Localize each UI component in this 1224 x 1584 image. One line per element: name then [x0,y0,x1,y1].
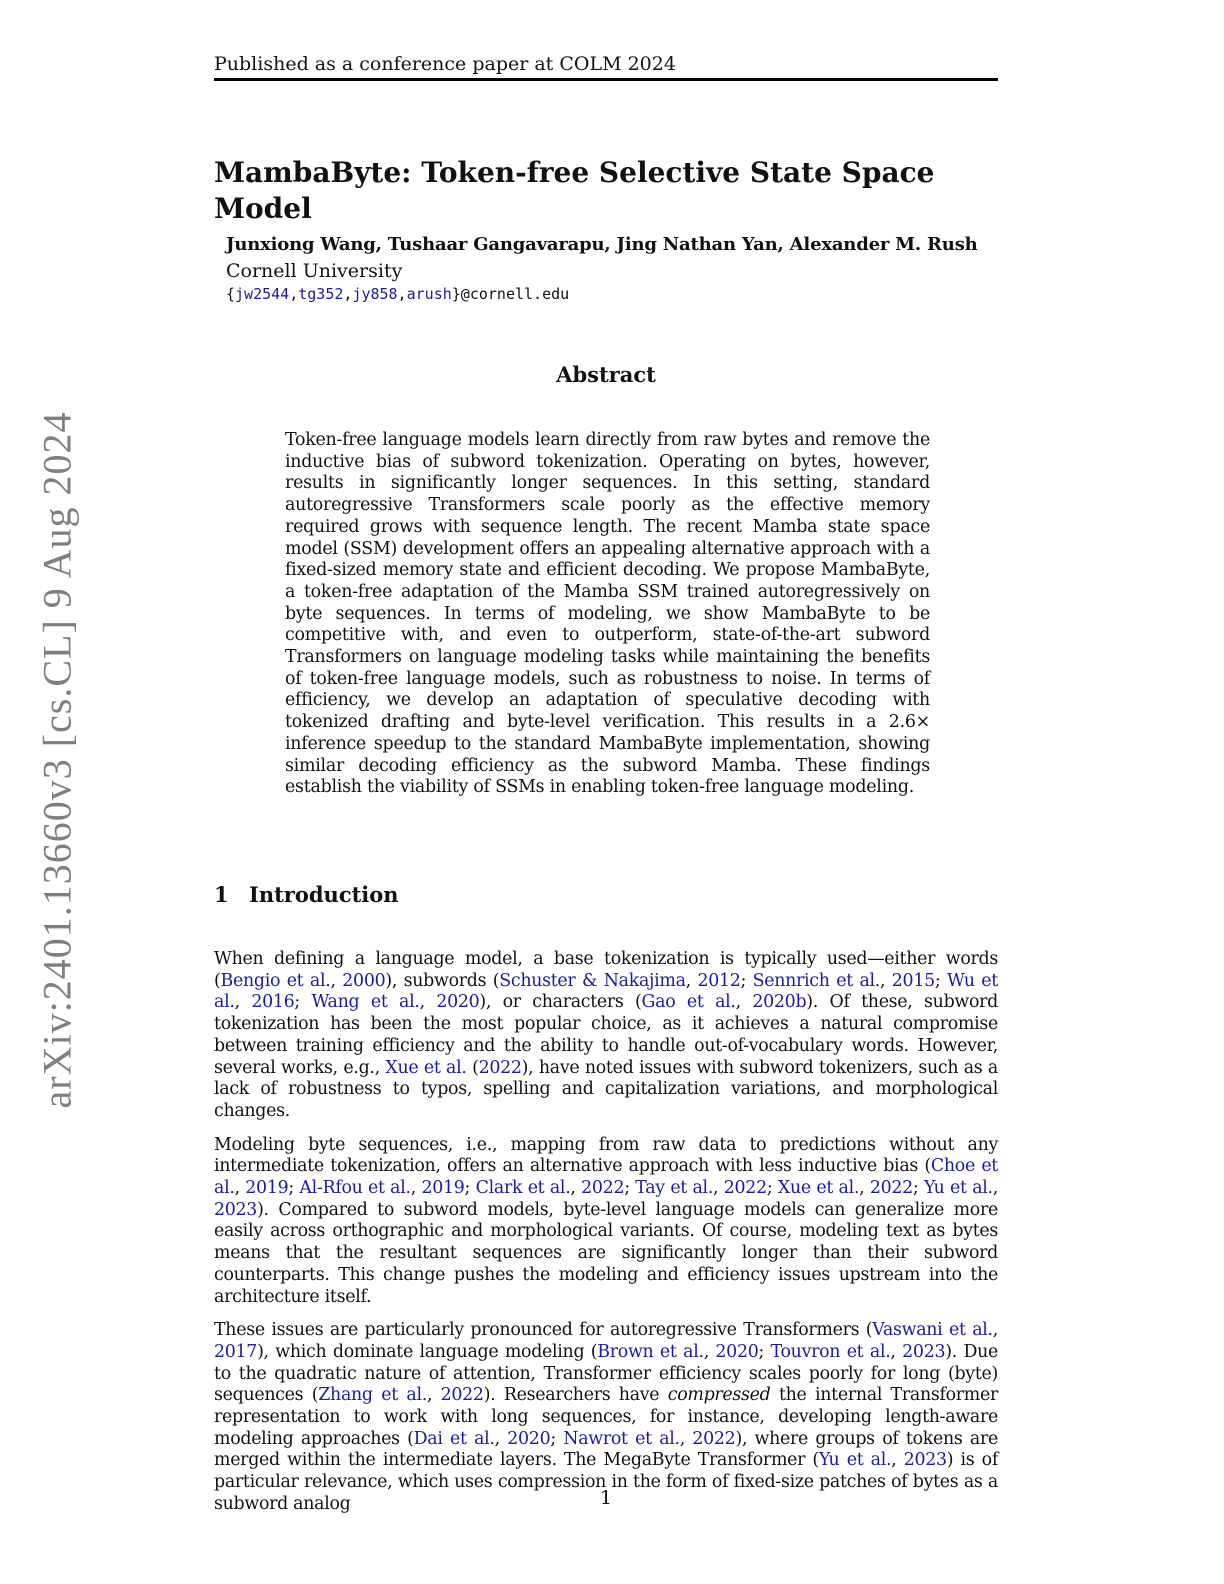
citation-link[interactable]: Vaswani et al. [872,1320,993,1341]
citation-link[interactable]: Al-Rfou et al. [299,1178,411,1199]
email-link-arush[interactable]: arush [406,285,452,303]
citation-link[interactable]: Zhang et al. [318,1385,427,1406]
paragraph-text: Modeling byte sequences, i.e., mapping from raw data to predictions without any intermediate tokenization, offers an alternative approach with less inductive bias ( [214,1134,998,1177]
paragraph-text: ; [934,970,947,991]
citation-link[interactable]: Schuster & Nakajima [499,970,686,991]
intro-paragraph-1 [214,949,998,1123]
email-separator: , [397,285,407,303]
paragraph-text: ). Compared to subword models, byte-level language models can generalize more easily across orthographic and morphological variants. Of course, modeling text as bytes means that the resultant sequences are significantly longer than their subword counterparts. This change pushes the modeling and efficiency issues upstream into the architecture itself. [214,1199,998,1307]
emphasized-text: compressed [667,1385,771,1406]
citation-link[interactable]: 2022 [723,1178,767,1199]
paper-title: MambaByte: Token-free Selective State Space Model [214,156,935,225]
paragraph-text: ; [740,970,753,991]
paragraph-text: ( [466,1057,479,1078]
citation-link[interactable]: 2019 [245,1178,289,1199]
email-separator: , [289,285,299,303]
paragraph-text: , [234,1178,246,1199]
paragraph-text: ; [758,1341,771,1362]
paragraph-text: , [426,1385,441,1406]
section-heading-introduction [214,882,399,908]
author-emails [226,284,569,304]
citation-link[interactable]: 2019 [421,1178,465,1199]
paragraph-text: , [330,970,343,991]
page-number: 1 [599,1487,613,1509]
email-separator: , [343,285,353,303]
citation-link[interactable]: Yu et al. [923,1178,993,1199]
citation-link[interactable]: Yu et al. [818,1450,892,1471]
paragraph-text: ; [550,1428,564,1449]
citation-link[interactable]: Xue et al. [385,1057,467,1078]
citation-link[interactable]: Bengio et al. [220,970,331,991]
citation-link[interactable]: 2022 [692,1428,736,1449]
citation-link[interactable]: 2020 [715,1341,759,1362]
introduction-body [214,949,998,1528]
paragraph-text: ; [294,992,312,1013]
paragraph-text: ), have noted issues with subword tokenizers, such as a lack of robustness to typos, spelling and capitalization variations, and morphological changes. [214,1057,999,1121]
author-list: Junxiong Wang, Tushaar Gangavarapu, Jing Nathan Yan, Alexander M. Rush [226,234,978,255]
paragraph-text: , [735,992,753,1013]
citation-link[interactable]: Dai et al. [413,1428,495,1449]
citation-link[interactable]: 2022 [581,1178,625,1199]
citation-link[interactable]: 2023 [903,1450,947,1471]
paragraph-text: ), where groups of tokens are merged within the intermediate layers. The MegaByte Transformer ( [214,1428,998,1471]
paragraph-text: , [703,1341,716,1362]
citation-link[interactable]: Brown et al. [597,1341,704,1362]
paragraph-text: , [713,1178,724,1199]
paragraph-text: , [410,1178,422,1199]
section-number: 1 [214,882,229,907]
affiliation: Cornell University [226,260,403,282]
citation-link[interactable]: 2022 [440,1385,484,1406]
email-link-tg352[interactable]: tg352 [298,285,344,303]
paragraph-text: ), which dominate language modeling ( [257,1341,598,1362]
paragraph-text: , [570,1178,582,1199]
paragraph-text: , [494,1428,508,1449]
citation-link[interactable]: Clark et al. [475,1178,571,1199]
citation-link[interactable]: 2022 [869,1178,913,1199]
citation-link[interactable]: 2016 [251,992,295,1013]
paragraph-text: ). Due to the quadratic nature of attention, Transformer efficiency scales poorly for long (byte) sequences ( [214,1341,998,1406]
citation-link[interactable]: Choe et al. [214,1156,998,1199]
paragraph-text: ; [288,1178,300,1199]
citation-link[interactable]: 2015 [891,970,935,991]
paragraph-text: , [234,992,252,1013]
citation-link[interactable]: 2020 [436,992,480,1013]
citation-link[interactable]: 2017 [214,1341,258,1362]
email-open-brace: { [226,285,236,303]
paragraph-text: These issues are particularly pronounced for autoregressive Transformers ( [214,1320,873,1341]
citation-link[interactable]: Gao et al. [641,992,736,1013]
citation-link[interactable]: 2023 [902,1341,946,1362]
paragraph-text: ) is of particular relevance, which uses compression in the form of fixed-size patches of bytes as a subword analog [214,1450,998,1514]
citation-link[interactable]: Wu et al. [214,970,998,1013]
citation-link[interactable]: 2012 [697,970,741,991]
paragraph-text: ; [464,1178,476,1199]
abstract-text: Token-free language models learn directly from raw bytes and remove the inductive bias of subword tokenization. Operating on bytes, however, results in significantly longer sequences. In this setting, standard autoregressive Transformers scale poorly as the effective memory required grows with sequence length. The recent Mamba state space model (SSM) development offers an appealing alternative approach with a fixed-sized memory state and efficient decoding. We propose MambaByte, a token-free adaptation of the Mamba SSM trained autoregressively on byte sequences. In terms of modeling, we show MambaByte to be competitive with, and even to outperform, state-of-the-art subword Transformers on language modeling tasks while maintaining the benefits of token-free language models, such as robustness to noise. In terms of efficiency, we develop an adaptation of speculative decoding with tokenized drafting and byte-level verification. This results in a 2.6× inference speedup to the standard MambaByte implementation, showing similar decoding efficiency as the subword Mamba. These findings establish the viability of SSMs in enabling token-free language modeling. [285,430,930,798]
paragraph-text: , [891,1450,904,1471]
citation-link[interactable]: 2023 [214,1199,258,1220]
citation-link[interactable]: 2020b [752,992,807,1013]
paragraph-text: , [685,970,698,991]
paragraph-text: , [880,970,892,991]
paragraph-text: When defining a language model, a base tokenization is typically used—either words ( [214,949,998,991]
paragraph-text: ), subwords ( [385,970,500,991]
citation-link[interactable]: Sennrich et al. [752,970,880,991]
paragraph-text: , [679,1428,693,1449]
email-link-jw2544[interactable]: jw2544 [235,285,290,303]
arxiv-identifier-stamp: arXiv:2401.13660v3 [cs.CL] 9 Aug 2024 [34,411,80,1109]
paragraph-text: ). Of these, subword tokenization has been the most popular choice, as it achieves a natural compromise between training efficiency and the ability to handle out-of-vocabulary words. However, several works, e.g., [214,992,998,1078]
citation-link[interactable]: Nawrot et al. [563,1428,680,1449]
paragraph-text: , [992,1320,998,1341]
paragraph-text: the internal Transformer representation to work with long sequences, for instance, developing length-aware modeling approaches ( [214,1385,998,1449]
citation-link[interactable]: 2020 [507,1428,551,1449]
paragraph-text: ; [912,1178,924,1199]
email-link-jy858[interactable]: jy858 [352,285,398,303]
citation-link[interactable]: Xue et al. [777,1178,860,1199]
citation-link[interactable]: 2022 [478,1057,522,1078]
citation-link[interactable]: Touvron et al. [770,1341,891,1362]
conference-header: Published as a conference paper at COLM 2024 [214,52,998,81]
citation-link[interactable]: 2000 [342,970,386,991]
citation-link[interactable]: Wang et al. [311,992,420,1013]
abstract-heading: Abstract [556,362,656,387]
paragraph-text: ; [766,1178,778,1199]
paragraph-text: ). Researchers have [483,1385,668,1406]
paragraph-text: , [890,1341,903,1362]
email-domain: }@cornell.edu [451,285,570,303]
paragraph-text: , [419,992,437,1013]
citation-link[interactable]: Tay et al. [635,1178,714,1199]
paragraph-text: , [859,1178,870,1199]
paragraph-text: , [992,1178,998,1199]
intro-paragraph-2 [214,1135,998,1309]
section-title: Introduction [249,882,399,907]
paragraph-text: ; [624,1178,636,1199]
paragraph-text: ), or characters ( [479,992,642,1013]
